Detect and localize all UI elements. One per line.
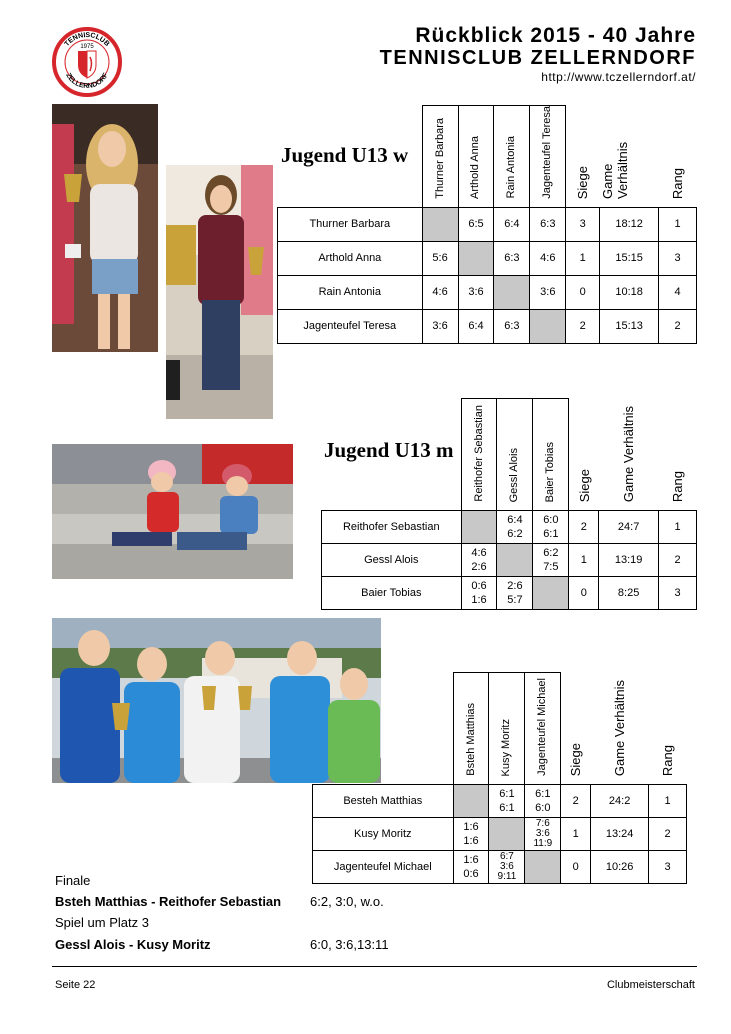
rang-cell: 2 — [659, 309, 697, 343]
score-cell: 6:0 6:1 — [533, 511, 569, 544]
col-header: Rang — [660, 744, 676, 776]
siege-cell: 0 — [566, 275, 600, 309]
svg-text:1975: 1975 — [80, 44, 94, 50]
platz3-score: 6:0, 3:6,13:11 — [310, 937, 389, 952]
score-cell: 6:4 — [494, 207, 530, 241]
score-cell — [458, 241, 494, 275]
player-name: Gessl Alois — [322, 544, 462, 577]
score-cell: 3:6 — [530, 275, 566, 309]
rang-cell: 1 — [659, 207, 697, 241]
col-header: Rain Antonia — [505, 136, 518, 199]
table-row — [313, 818, 687, 851]
col-header: Siege — [568, 742, 584, 776]
col-header: Rang — [670, 470, 686, 502]
siege-cell: 2 — [566, 309, 600, 343]
col-header: Jagenteufel Teresa — [541, 106, 554, 199]
siege-cell: 0 — [569, 577, 599, 610]
game-cell: 10:18 — [600, 275, 659, 309]
section-title-u13w: Jugend U13 w — [281, 143, 409, 167]
game-cell: 10:26 — [591, 851, 649, 884]
score-cell — [461, 511, 497, 544]
rang-cell: 2 — [649, 818, 687, 851]
col-header: Game Verhältnis — [621, 405, 637, 502]
score-cell — [494, 275, 530, 309]
player-name: Arthold Anna — [278, 241, 423, 275]
siege-cell: 1 — [566, 241, 600, 275]
table-row — [322, 511, 697, 544]
score-cell: 4:6 — [422, 275, 458, 309]
results-table-u13w — [277, 105, 697, 344]
score-cell: 6:4 6:2 — [497, 511, 533, 544]
score-cell: 6:7 3:6 9:11 — [489, 851, 525, 884]
finale-score: 6:2, 3:0, w.o. — [310, 894, 384, 909]
score-cell: 1:6 1:6 — [453, 818, 489, 851]
photo-girl-with-cup — [166, 165, 273, 419]
section-title-u13m: Jugend U13 m — [324, 438, 454, 462]
score-cell: 4:6 — [530, 241, 566, 275]
score-cell: 6:1 6:0 — [525, 785, 561, 818]
rang-cell: 4 — [659, 275, 697, 309]
footer-section: Clubmeisterschaft — [606, 979, 695, 991]
game-cell: 13:24 — [591, 818, 649, 851]
score-cell — [525, 851, 561, 884]
results-table-group3 — [312, 672, 687, 884]
score-cell: 6:4 — [458, 309, 494, 343]
col-header: Baier Tobias — [544, 441, 557, 502]
game-cell: 18:12 — [600, 207, 659, 241]
siege-cell: 2 — [569, 511, 599, 544]
rang-cell: 3 — [649, 851, 687, 884]
col-header: Gessl Alois — [508, 447, 521, 502]
siege-cell: 2 — [561, 785, 591, 818]
score-cell: 6:5 — [458, 207, 494, 241]
club-url[interactable]: http://www.tczellerndorf.at/ — [541, 70, 696, 84]
game-cell: 8:25 — [599, 577, 659, 610]
score-cell — [489, 818, 525, 851]
table-row — [322, 577, 697, 610]
score-cell: 1:6 0:6 — [453, 851, 489, 884]
game-cell: 15:15 — [600, 241, 659, 275]
game-cell: 13:19 — [599, 544, 659, 577]
table-row — [322, 544, 697, 577]
game-cell: 24:2 — [591, 785, 649, 818]
siege-cell: 1 — [561, 818, 591, 851]
col-header: Rang — [670, 167, 686, 199]
siege-cell: 0 — [561, 851, 591, 884]
game-cell: 24:7 — [599, 511, 659, 544]
player-name: Jagenteufel Michael — [313, 851, 454, 884]
col-header: Arthold Anna — [469, 135, 482, 199]
score-cell: 3:6 — [458, 275, 494, 309]
score-cell — [453, 785, 489, 818]
results-table-u13m — [321, 398, 697, 610]
table-row — [313, 785, 687, 818]
platz3-match: Gessl Alois - Kusy Moritz — [55, 937, 211, 952]
col-header: Reithofer Sebastian — [472, 405, 485, 502]
score-cell: 4:6 2:6 — [461, 544, 497, 577]
score-cell — [497, 544, 533, 577]
rang-cell: 2 — [659, 544, 697, 577]
table-row — [278, 241, 697, 275]
player-name: Rain Antonia — [278, 275, 423, 309]
table-row — [278, 207, 697, 241]
rang-cell: 3 — [659, 577, 697, 610]
score-cell: 0:6 1:6 — [461, 577, 497, 610]
col-header: Game Verhältnis — [612, 679, 628, 776]
score-cell: 7:6 3:6 11:9 — [525, 818, 561, 851]
score-cell: 6:1 6:1 — [489, 785, 525, 818]
score-cell — [533, 577, 569, 610]
col-header: Thurner Barbara — [433, 118, 446, 199]
photo-toddlers — [52, 444, 293, 579]
page-title: Rückblick 2015 - 40 Jahre — [415, 24, 696, 47]
photo-girl-with-trophy — [52, 104, 158, 352]
score-cell: 6:3 — [494, 309, 530, 343]
finale-match: Bsteh Matthias - Reithofer Sebastian — [55, 894, 282, 909]
score-cell: 3:6 — [422, 309, 458, 343]
footer-divider — [52, 966, 697, 967]
svg-text:TENNISCLUB: TENNISCLUB — [63, 31, 111, 48]
col-header: Bsteh Matthias — [464, 703, 477, 776]
player-name: Kusy Moritz — [313, 818, 454, 851]
player-name: Thurner Barbara — [278, 207, 423, 241]
col-header: Siege — [575, 165, 591, 199]
col-header: Jagenteufel Michael — [536, 678, 549, 776]
score-cell: 6:3 — [494, 241, 530, 275]
rang-cell: 1 — [649, 785, 687, 818]
col-header: Game Verhältnis — [599, 141, 630, 199]
table-row — [278, 275, 697, 309]
player-name: Baier Tobias — [322, 577, 462, 610]
table-row — [278, 309, 697, 343]
score-cell — [530, 309, 566, 343]
table-row — [313, 851, 687, 884]
col-header: Kusy Moritz — [500, 718, 513, 776]
siege-cell: 1 — [569, 544, 599, 577]
player-name: Besteh Matthias — [313, 785, 454, 818]
page-number: Seite 22 — [55, 979, 96, 991]
siege-cell: 3 — [566, 207, 600, 241]
col-header: Siege — [576, 468, 592, 502]
score-cell: 6:3 — [530, 207, 566, 241]
score-cell: 6:2 7:5 — [533, 544, 569, 577]
score-cell: 2:6 5:7 — [497, 577, 533, 610]
score-cell — [422, 207, 458, 241]
player-name: Reithofer Sebastian — [322, 511, 462, 544]
club-name: TENNISCLUB ZELLERNDORF — [379, 47, 696, 69]
platz3-label: Spiel um Platz 3 — [55, 915, 149, 930]
svg-text:ZELLERNDORF: ZELLERNDORF — [64, 72, 110, 91]
score-cell: 5:6 — [422, 241, 458, 275]
rang-cell: 3 — [659, 241, 697, 275]
player-name: Jagenteufel Teresa — [278, 309, 423, 343]
game-cell: 15:13 — [600, 309, 659, 343]
club-logo — [52, 27, 122, 97]
finale-label: Finale — [55, 873, 91, 888]
rang-cell: 1 — [659, 511, 697, 544]
